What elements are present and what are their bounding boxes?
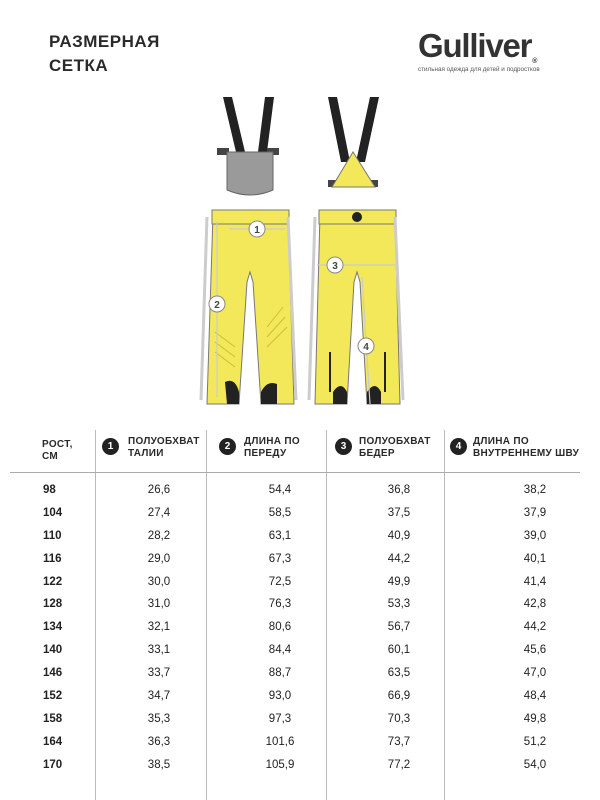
cell-height: 128 [43, 598, 63, 611]
cell-hips: 77,2 [387, 758, 411, 771]
logo-word: Gulliver [418, 27, 532, 64]
cell-inseam: 39,0 [523, 529, 547, 542]
cell-waist: 34,7 [147, 690, 171, 703]
back-strap-left [328, 97, 350, 162]
header-waist-number: 1 [102, 438, 119, 455]
cell-height: 134 [43, 621, 63, 634]
cell-front-length: 80,6 [268, 621, 292, 634]
cell-hips: 73,7 [387, 735, 411, 748]
header-front-length-number: 2 [219, 438, 236, 455]
cell-waist: 32,1 [147, 621, 171, 634]
cell-waist: 38,5 [147, 758, 171, 771]
table-row [10, 550, 580, 573]
cell-waist: 36,3 [147, 735, 171, 748]
cell-inseam: 38,2 [523, 484, 547, 496]
back-bib [332, 152, 375, 187]
header-hips: 3 ПОЛУОБХВАТ БЕДЕР [326, 430, 444, 476]
back-strap-right [356, 97, 379, 162]
cell-hips: 60,1 [387, 644, 411, 657]
cell-height: 170 [43, 758, 63, 771]
cell-inseam: 51,2 [523, 735, 547, 748]
logo-tagline: стильная одежда для детей и подростков [418, 66, 540, 73]
cell-front-length: 67,3 [268, 552, 292, 565]
cell-hips: 53,3 [387, 598, 411, 611]
table-row [10, 687, 580, 710]
header-height-line1: РОСТ, [42, 439, 73, 450]
cell-inseam: 40,1 [523, 552, 547, 565]
cell-inseam: 44,2 [523, 621, 547, 634]
cell-inseam: 45,6 [523, 644, 547, 657]
pants-illustration [195, 92, 415, 412]
cell-hips: 56,7 [387, 621, 411, 634]
marker-4-text: 4 [363, 342, 369, 353]
cell-hips: 66,9 [387, 690, 411, 703]
table-row [10, 573, 580, 596]
front-strap-left [223, 97, 245, 152]
front-view [201, 97, 296, 404]
header-height-line2: СМ [42, 451, 59, 462]
marker-3-text: 3 [332, 261, 338, 272]
table-row [10, 595, 580, 618]
cell-waist: 26,6 [147, 484, 171, 496]
cell-front-length: 54,4 [268, 484, 292, 496]
cell-height: 116 [43, 552, 62, 565]
cell-front-length: 105,9 [265, 758, 295, 771]
cell-inseam: 47,0 [523, 667, 547, 680]
cell-waist: 29,0 [147, 552, 171, 565]
cell-height: 152 [43, 690, 63, 703]
cell-inseam: 37,9 [523, 506, 547, 519]
table-row [10, 618, 580, 641]
marker-1-text: 1 [254, 225, 260, 236]
table-row [10, 504, 580, 527]
table-row [10, 481, 580, 504]
front-strap-right [258, 97, 274, 152]
header-divider [10, 472, 580, 473]
cell-height: 122 [43, 575, 63, 588]
cell-inseam: 42,8 [523, 598, 547, 611]
cell-front-length: 88,7 [268, 667, 292, 680]
cell-front-length: 58,5 [268, 506, 292, 519]
cell-hips: 37,5 [387, 506, 411, 519]
cell-height: 104 [43, 506, 63, 519]
cell-hips: 49,9 [387, 575, 411, 588]
cell-height: 98 [43, 484, 56, 496]
front-bib [227, 152, 273, 195]
cell-front-length: 76,3 [268, 598, 292, 611]
cell-hips: 36,8 [387, 484, 411, 496]
table-row [10, 664, 580, 687]
cell-inseam: 41,4 [523, 575, 547, 588]
cell-height: 140 [43, 644, 63, 657]
cell-waist: 28,2 [147, 529, 171, 542]
cell-front-length: 63,1 [268, 529, 292, 542]
cell-hips: 40,9 [387, 529, 411, 542]
table-row [10, 527, 580, 550]
cell-waist: 35,3 [147, 712, 171, 725]
cell-waist: 33,7 [147, 667, 171, 680]
cell-waist: 30,0 [147, 575, 171, 588]
cell-hips: 63,5 [387, 667, 411, 680]
table-row [10, 710, 580, 733]
header-front-length: 2 ДЛИНА ПО ПЕРЕДУ [206, 430, 326, 476]
back-pants [315, 214, 400, 404]
back-view [309, 97, 403, 404]
cell-waist: 27,4 [147, 506, 171, 519]
cell-height: 158 [43, 712, 63, 725]
marker-2-text: 2 [214, 300, 220, 311]
page-title [49, 30, 160, 78]
header-hips-number: 3 [335, 438, 352, 455]
title-line-2: СЕТКА [49, 56, 109, 75]
cell-inseam: 54,0 [523, 758, 547, 771]
cell-front-length: 72,5 [268, 575, 292, 588]
header-inseam-number: 4 [450, 438, 467, 455]
cell-inseam: 48,4 [523, 690, 547, 703]
table-row [10, 756, 580, 779]
cell-waist: 33,1 [147, 644, 171, 657]
cell-height: 164 [43, 735, 63, 748]
header-inseam: 4 ДЛИНА ПО ВНУТРЕННЕМУ ШВУ [444, 430, 580, 476]
brand-logo [418, 28, 578, 73]
title-line-1: РАЗМЕРНАЯ [49, 32, 160, 51]
logo-registered: ® [532, 58, 537, 65]
table-body [10, 481, 580, 779]
cell-front-length: 101,6 [265, 735, 295, 748]
cell-hips: 44,2 [387, 552, 411, 565]
cell-front-length: 84,4 [268, 644, 292, 657]
cell-height: 146 [43, 667, 63, 680]
cell-height: 110 [43, 529, 62, 542]
cell-inseam: 49,8 [523, 712, 547, 725]
table-row [10, 733, 580, 756]
cell-front-length: 97,3 [268, 712, 292, 725]
cell-front-length: 93,0 [268, 690, 292, 703]
header-waist: 1 ПОЛУОБХВАТ ТАЛИИ [95, 430, 206, 476]
table-row [10, 641, 580, 664]
cell-hips: 70,3 [387, 712, 411, 725]
header-height [10, 430, 95, 476]
cell-waist: 31,0 [147, 598, 171, 611]
